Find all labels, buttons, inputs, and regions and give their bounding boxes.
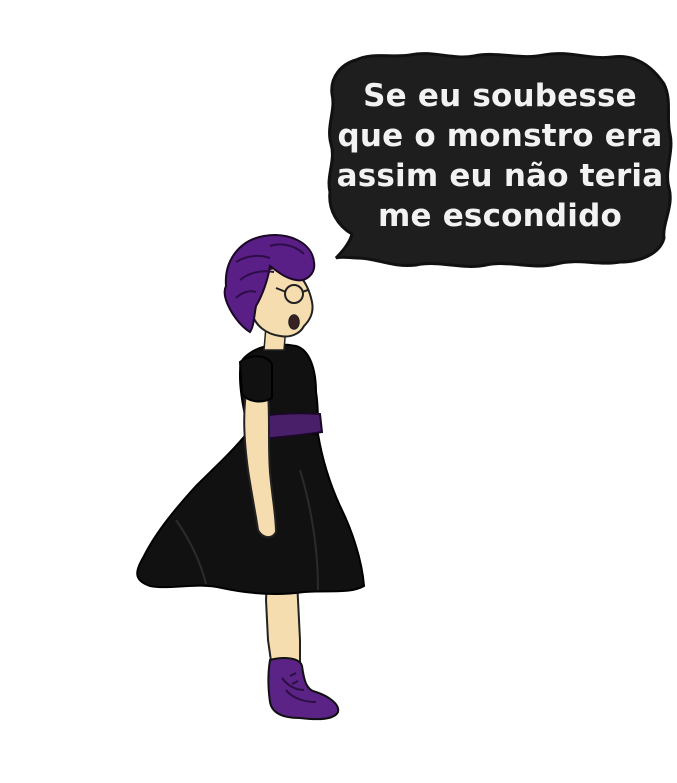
speech-line-1: Se eu soubesse — [363, 78, 637, 114]
dress-sleeve — [240, 356, 272, 401]
mouth — [289, 315, 299, 329]
shoe — [269, 658, 339, 719]
speech-line-4: me escondido — [377, 198, 623, 234]
speech-line-3: assim eu não teria — [336, 158, 664, 194]
speech-line-2: que o monstro era — [337, 118, 663, 154]
